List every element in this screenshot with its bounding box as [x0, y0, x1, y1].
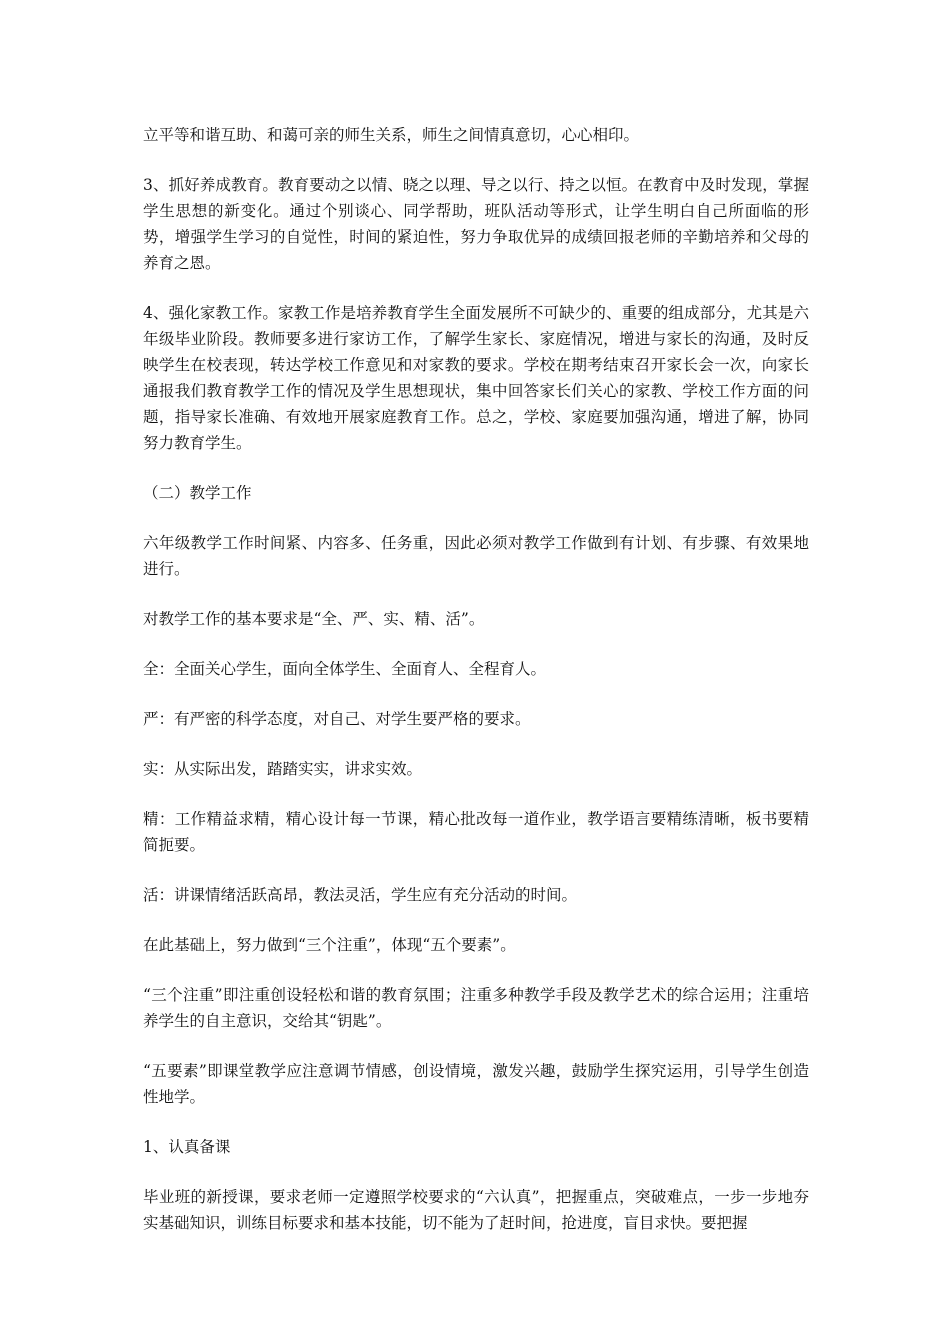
- paragraph-requirement-practical: 实：从实际出发，踏踏实实，讲求实效。: [143, 760, 423, 778]
- paragraph-teaching-overview: 六年级教学工作时间紧、内容多、任务重，因此必须对教学工作做到有计划、有步骤、有效果地进行。: [143, 534, 809, 578]
- paragraph-requirement-refined: 精：工作精益求精，精心设计每一节课，精心批改每一道作业，教学语言要精练清晰，板书要精简扼要。: [143, 810, 809, 854]
- subheading-lesson-preparation: 1、认真备课: [143, 1138, 231, 1156]
- paragraph-three-focuses-intro: 在此基础上，努力做到“三个注重”，体现“五个要素”。: [143, 936, 516, 954]
- paragraph-requirement-comprehensive: 全：全面关心学生，面向全体学生、全面育人、全程育人。: [143, 660, 547, 678]
- paragraph-basic-requirements: 对教学工作的基本要求是“全、严、实、精、活”。: [143, 610, 485, 628]
- paragraph-requirement-strict: 严：有严密的科学态度，对自己、对学生要严格的要求。: [143, 710, 531, 728]
- paragraph-five-elements: “五要素”即课堂教学应注意调节情感，创设情境，激发兴趣，鼓励学生探究运用，引导学生创造性地学。: [143, 1062, 809, 1106]
- paragraph-teacher-student-relation: 立平等和谐互助、和蔼可亲的师生关系，师生之间情真意切，心心相印。: [143, 126, 640, 144]
- paragraph-habit-education: 3、抓好养成教育。教育要动之以情、晓之以理、导之以行、持之以恒。在教育中及时发现，掌握学生思想的新变化。通过个别谈心、同学帮助，班队活动等形式，让学生明白自己所面临的形势，增强学生学习的自觉性，时间的紧迫性，努力争取优异的成绩回报老师的辛勤培养和父母的养育之恩。: [143, 176, 809, 272]
- document-body: [143, 122, 809, 1260]
- section-heading-teaching-work: （二）教学工作: [143, 484, 252, 502]
- paragraph-requirement-lively: 活：讲课情绪活跃高昂，教法灵活，学生应有充分活动的时间。: [143, 886, 578, 904]
- paragraph-lesson-preparation: 毕业班的新授课，要求老师一定遵照学校要求的“六认真”，把握重点，突破难点，一步一步地夯实基础知识，训练目标要求和基本技能，切不能为了赶时间，抢进度，盲目求快。要把握: [143, 1188, 809, 1232]
- paragraph-three-focuses: “三个注重”即注重创设轻松和谐的教育氛围；注重多种教学手段及教学艺术的综合运用；注重培养学生的自主意识，交给其“钥匙”。: [143, 986, 809, 1030]
- paragraph-family-education: 4、强化家教工作。家教工作是培养教育学生全面发展所不可缺少的、重要的组成部分，尤其是六年级毕业阶段。教师要多进行家访工作，了解学生家长、家庭情况，增进与家长的沟通，及时反映学生在校表现，转达学校工作意见和对家教的要求。学校在期考结束召开家长会一次，向家长通报我们教育教学工作的情况及学生思想现状，集中回答家长们关心的家教、学校工作方面的问题，指导家长准确、有效地开展家庭教育工作。总之，学校、家庭要加强沟通，增进了解，协同努力教育学生。: [143, 304, 809, 452]
